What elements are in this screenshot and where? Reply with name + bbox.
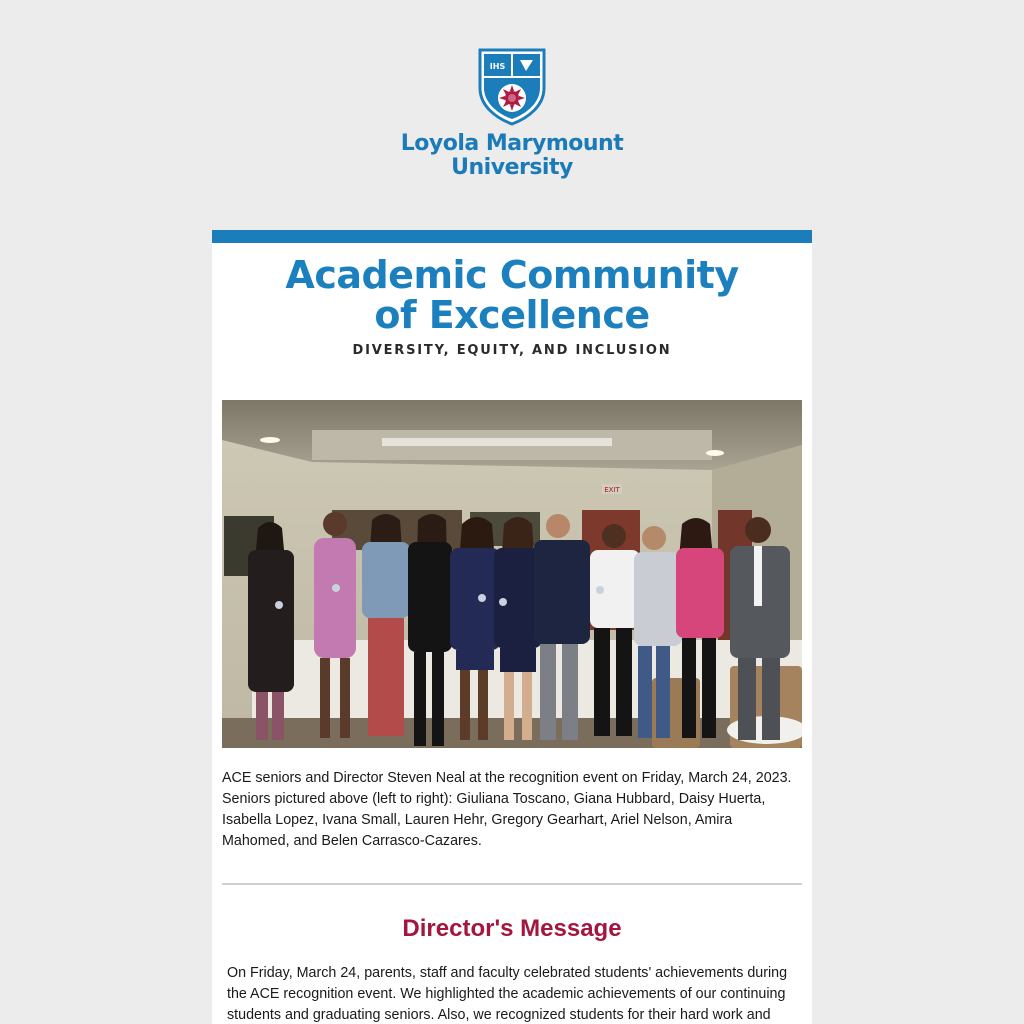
university-name bbox=[0, 132, 1024, 180]
university-name-line2: University bbox=[451, 155, 573, 180]
lmu-shield-icon bbox=[478, 48, 546, 126]
title-line1: Academic Community bbox=[285, 253, 739, 297]
university-name-line1: Loyola Marymount bbox=[400, 131, 624, 156]
photo-caption: ACE seniors and Director Steven Neal at the recognition event on Friday, March 24, 2023. Seniors pictured above (left to right): Giuliana Toscano, Giana Hubbard, Daisy Huerta, Isabella Lopez, Ivana Small, Lauren Hehr, Gregory Gearhart, Ariel Nelson, Amira Mahomed, and Belen Carrasco-Cazares. bbox=[222, 770, 792, 849]
group-photo-image bbox=[222, 400, 802, 748]
exit-sign-text: EXIT bbox=[604, 486, 620, 494]
lmu-logo bbox=[0, 48, 1024, 180]
newsletter-card bbox=[212, 230, 812, 1024]
newsletter-subtitle: DIVERSITY, EQUITY, AND INCLUSION bbox=[352, 343, 672, 358]
section-divider bbox=[222, 883, 802, 885]
title-line2: of Excellence bbox=[374, 293, 650, 337]
directors-message-body: On Friday, March 24, parents, staff and faculty celebrated students' achievements during the ACE recognition event. We highlighted the academic achievements of our continuing students and graduating seniors. Also, we recognized students for their hard work and bbox=[227, 965, 788, 1023]
directors-message-title: Director's Message bbox=[402, 915, 622, 942]
newsletter-title bbox=[212, 255, 812, 335]
shield-text: IHS bbox=[489, 62, 506, 71]
group-photo bbox=[222, 400, 802, 748]
